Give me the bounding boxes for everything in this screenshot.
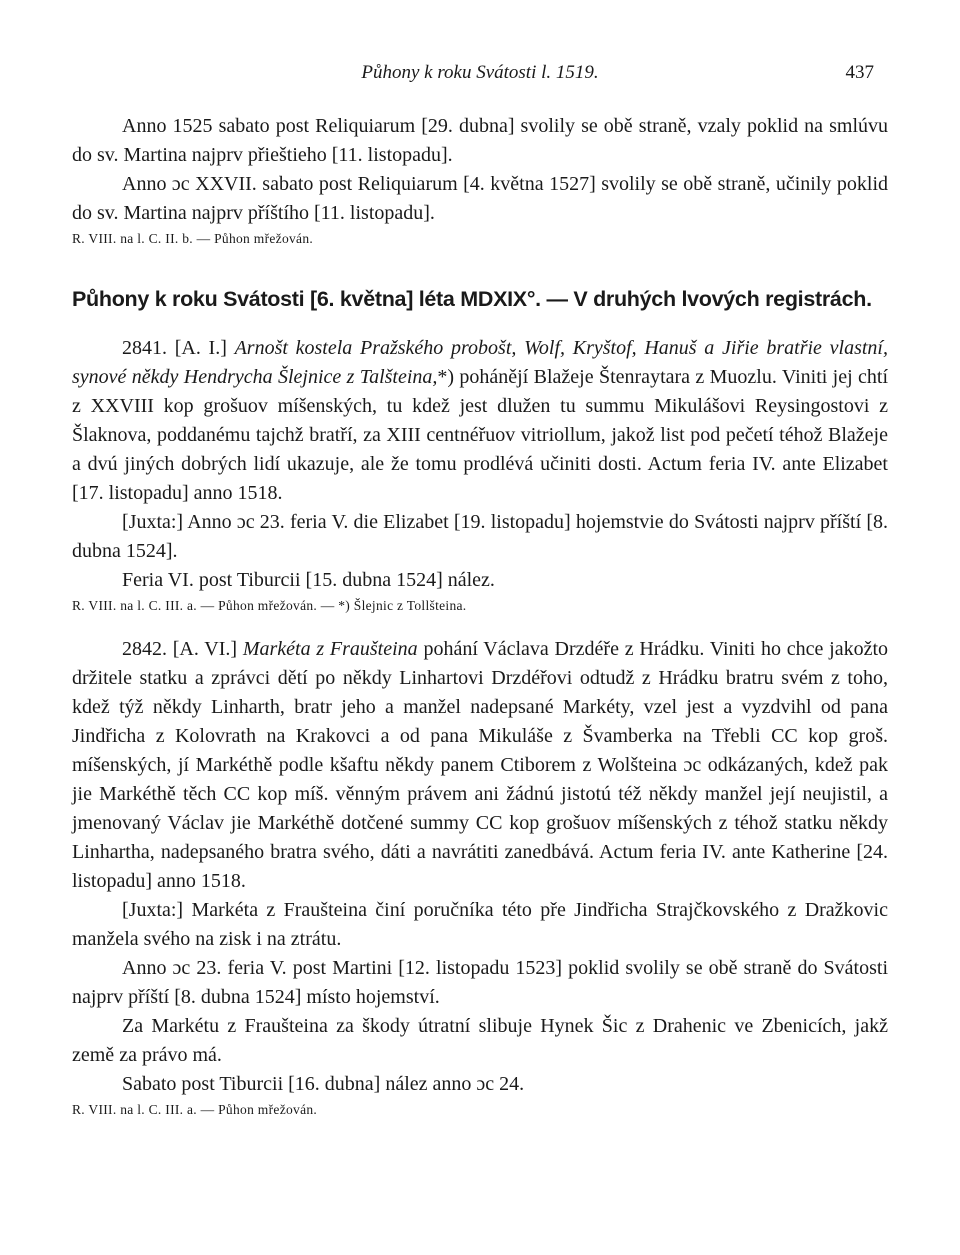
entry-2841-juxta: [Juxta:] Anno ɔc 23. feria V. die Elizabet [19. listopadu] hojemstvie do Svátosti najprv příští [8. dubna 1524]. — [72, 511, 888, 562]
entry-text: pohání Václava Drzdéře z Hrádku. Viniti ho chce jakožto držitele statku a zprávci dětí po někdy Linhartovi Drzdéřovi odtudž z Hrádku bratru svém z toho, kdež týž někdy Linharth, bratr jeho a manžel nadepsané Markéty, vzel jest a vyzdvihl od pana Jindřicha z Kolovrath na Krakovci a od pana Mikuláše z Švamberka na Třebli CC kop groš. míšenských, jí Markéthě podle kšaftu někdy panem Ctiborem z Wolšteina ɔc odkázaných, kdež pak jie Markéthě těch CC kop míš. věnným právem ani žádnú jistotú též někdy manžel její neujistil, a jmenovaný Václav jie Markéthě dotčené summy CC kop grošuov míšenských z téhož statku někdy Linhartha, nadepsaného bratra svého, dáti a navrátiti zanedbává. Actum feria IV. ante Katherine [24. listopadu] anno 1518. — [72, 638, 889, 892]
paragraph-anno-1525: Anno 1525 sabato post Reliquiarum [29. dubna] svolily se obě straně, vzaly poklid na smlúvu do sv. Martina najprv přieštieho [11. listopadu]. — [72, 115, 888, 166]
entry-2842-anno: Anno ɔc 23. feria V. post Martini [12. listopadu 1523] poklid svolily se obě straně do Svátosti najprv příští [8. dubna 1524] místo hojemství. — [72, 957, 888, 1008]
document-body — [72, 112, 888, 1121]
entry-2842-juxta: [Juxta:] Markéta z Fraušteina činí poručníka této pře Jindřicha Strajčkovského z Dražkovic manžela svého na zisk i na ztrátu. — [72, 899, 888, 950]
entry-2842-sabato: Sabato post Tiburcii [16. dubna] nález anno ɔc 24. — [122, 1073, 525, 1095]
running-title: Půhony k roku Svátosti l. 1519. — [361, 62, 599, 83]
entry-2842-source-note: R. VIII. na l. C. III. a. — Půhon mřežován. — [72, 1102, 318, 1117]
entry-2841-feria: Feria VI. post Tiburcii [15. dubna 1524] nález. — [122, 569, 495, 591]
entry-number: 2841. [A. I.] — [122, 337, 235, 359]
running-head — [72, 62, 888, 92]
source-note: R. VIII. na l. C. II. b. — Půhon mřežován. — [72, 231, 314, 246]
parties-names: Arnošt kostela Pražského probošt, Wolf, Kryštof, Hanuš a Jiřie bratřie vlastní, synové někdy Hendrycha Šlejnice z Talšteina, — [72, 337, 888, 388]
entry-2842 — [72, 635, 888, 896]
paragraph-anno-xxvii: Anno ɔc XXVII. sabato post Reliquiarum [4. května 1527] svolily se obě straně, učinily poklid do sv. Martina najprv příštího [11. listopadu]. — [72, 173, 888, 224]
section-heading: Půhony k roku Svátosti [6. května] léta MDXIX°. — V druhých lvových registrách. — [72, 287, 872, 311]
entry-2841-source-note: R. VIII. na l. C. III. a. — Půhon mřežován. — *) Šlejnic z Tollšteina. — [72, 598, 467, 613]
entry-2842-surety: Za Markétu z Fraušteina za škody útratní slibuje Hynek Šic z Drahenic ve Zbenicích, jakž země za právo má. — [72, 1015, 888, 1066]
page-number: 437 — [845, 62, 874, 83]
entry-2841 — [72, 334, 888, 508]
plaintiff-name: Markéta z Fraušteina — [242, 638, 418, 660]
entry-text: *) pohánějí Blažeje Štenraytara z Muozlu. Viniti jej chtí z XXVIII kop grošuov míšenských, tu kdež jest dlužen tu summu Mikulášovi Reysingostovi z Šlaknova, poddanému tajchž bratří, za XIII centnéřuov vitriollum, jakož list pod pečetí téhož Blažeje a dvú jiných dobrých lidí ukazuje, ale že tomu prodlévá učiniti dosti. Actum feria IV. ante Elizabet [17. listopadu] anno 1518. — [72, 366, 889, 504]
spacer — [72, 621, 888, 635]
entry-number: 2842. [A. VI.] — [122, 638, 243, 660]
